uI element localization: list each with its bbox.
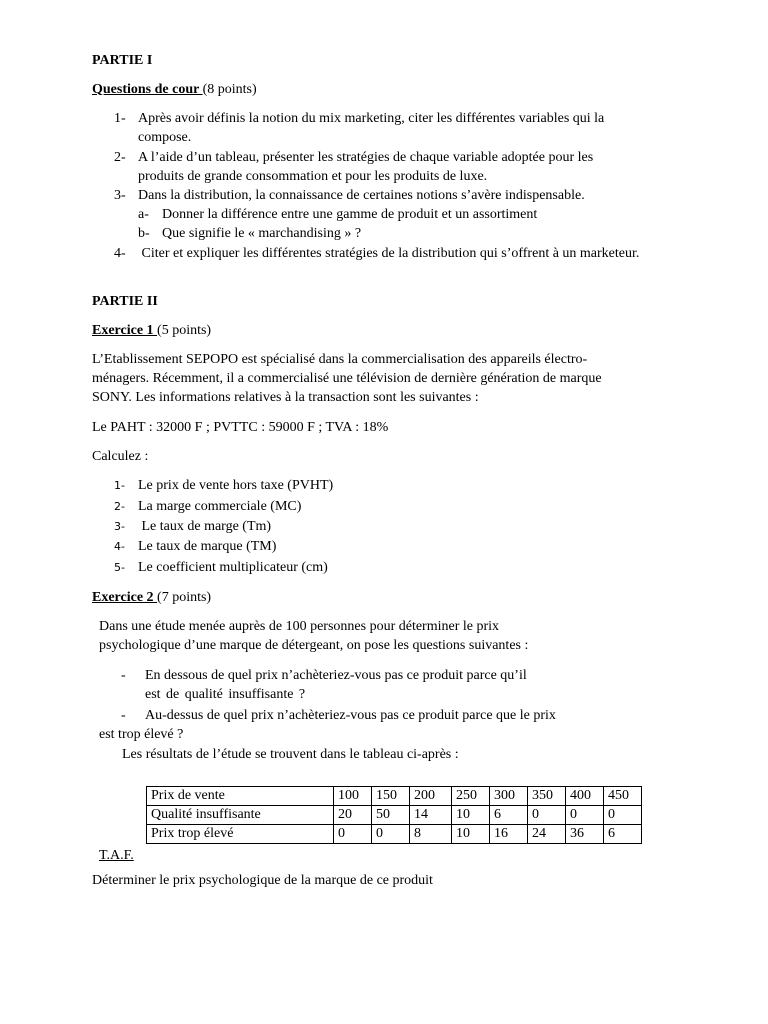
question-text: Au-dessus de quel prix n’achèteriez-vous pas ce produit parce que le prix bbox=[145, 708, 556, 723]
taf-instruction: Déterminer le prix psychologique de la marque de ce produit bbox=[92, 873, 433, 888]
question-dash: - bbox=[121, 708, 126, 723]
item-text: Citer et expliquer les différentes stratégies de la distribution qui s’offrent à un marketeur. bbox=[138, 246, 640, 261]
list-item bbox=[114, 537, 276, 556]
item-number: 3- bbox=[114, 520, 125, 533]
table-cell: 14 bbox=[410, 806, 452, 825]
table-cell: 10 bbox=[452, 825, 490, 844]
item-text: Dans la distribution, la connaissance de certaines notions s’avère indispensable. bbox=[138, 188, 585, 203]
item-number: 2- bbox=[114, 150, 126, 165]
questions-heading-line bbox=[92, 80, 257, 99]
list-item bbox=[114, 148, 694, 167]
list-item bbox=[114, 476, 333, 495]
table-cell: 400 bbox=[566, 787, 604, 806]
table-cell: 0 bbox=[566, 806, 604, 825]
table-cell: 150 bbox=[372, 787, 410, 806]
item-text: Le taux de marque (TM) bbox=[138, 539, 277, 554]
table-row bbox=[147, 787, 642, 806]
sub-item bbox=[138, 205, 537, 224]
table-cell: 0 bbox=[528, 806, 566, 825]
list-item bbox=[114, 558, 328, 577]
table-cell: 100 bbox=[334, 787, 372, 806]
item-text: Le taux de marge (Tm) bbox=[138, 519, 272, 534]
item-number: 4- bbox=[114, 540, 125, 553]
table-cell: 16 bbox=[490, 825, 528, 844]
exercice-2-heading: Exercice 2 bbox=[92, 590, 158, 605]
item-text: Après avoir définis la notion du mix marketing, citer les différentes variables qui la bbox=[138, 111, 605, 126]
exercice-2-points: (7 points) bbox=[157, 590, 212, 605]
table-cell: 0 bbox=[372, 825, 410, 844]
item-text-cont: compose. bbox=[138, 130, 192, 145]
exercice-1-points: (5 points) bbox=[157, 323, 212, 338]
row-label: Prix de vente bbox=[147, 787, 334, 806]
list-item bbox=[114, 244, 639, 263]
table-cell: 24 bbox=[528, 825, 566, 844]
table-cell: 350 bbox=[528, 787, 566, 806]
table-cell: 10 bbox=[452, 806, 490, 825]
table-cell: 450 bbox=[604, 787, 642, 806]
row-label: Qualité insuffisante bbox=[147, 806, 334, 825]
item-number: 5- bbox=[114, 561, 125, 574]
item-number: 1- bbox=[114, 479, 125, 492]
sub-item bbox=[138, 224, 361, 243]
table-row bbox=[147, 806, 642, 825]
exercice-1-data: Le PAHT : 32000 F ; PVTTC : 59000 F ; TVA : 18% bbox=[92, 420, 389, 435]
exercice-1-heading-line bbox=[92, 321, 211, 340]
table-cell: 300 bbox=[490, 787, 528, 806]
item-text: Le coefficient multiplicateur (cm) bbox=[138, 560, 328, 575]
item-text: A l’aide d’un tableau, présenter les stratégies de chaque variable adoptée pour les bbox=[138, 150, 594, 165]
partie-1-title: PARTIE I bbox=[92, 53, 153, 68]
table-cell: 8 bbox=[410, 825, 452, 844]
list-item bbox=[114, 517, 271, 536]
table-cell: 6 bbox=[604, 825, 642, 844]
taf-label: T.A.F. bbox=[99, 848, 134, 863]
item-number: 4- bbox=[114, 246, 126, 261]
table-cell: 0 bbox=[334, 825, 372, 844]
table-cell: 0 bbox=[604, 806, 642, 825]
questions-heading: Questions de cour bbox=[92, 82, 203, 97]
partie-2-title: PARTIE II bbox=[92, 294, 158, 309]
list-item bbox=[114, 109, 694, 128]
results-intro: Les résultats de l’étude se trouvent dans le tableau ci-après : bbox=[122, 747, 459, 762]
item-text-cont: produits de grande consommation et pour les produits de luxe. bbox=[138, 169, 488, 184]
table-cell: 36 bbox=[566, 825, 604, 844]
exercice-2-heading-line bbox=[92, 588, 211, 607]
item-number: 2- bbox=[114, 500, 125, 513]
question-dash: - bbox=[121, 668, 126, 683]
question-text: En dessous de quel prix n’achèteriez-vous pas ce produit parce qu’il bbox=[145, 668, 527, 683]
questions-points: (8 points) bbox=[202, 82, 257, 97]
exercice-1-paragraph-line: L’Etablissement SEPOPO est spécialisé dans la commercialisation des appareils électro- bbox=[92, 352, 588, 367]
item-text: La marge commerciale (MC) bbox=[138, 499, 302, 514]
exercice-1-heading: Exercice 1 bbox=[92, 323, 158, 338]
sub-item-letter: a- bbox=[138, 207, 149, 222]
table-cell: 250 bbox=[452, 787, 490, 806]
table-cell: 6 bbox=[490, 806, 528, 825]
list-item bbox=[114, 497, 301, 516]
item-text: Le prix de vente hors taxe (PVHT) bbox=[138, 478, 334, 493]
list-item bbox=[114, 186, 585, 205]
item-number: 3- bbox=[114, 188, 126, 203]
table-cell: 50 bbox=[372, 806, 410, 825]
table-row bbox=[147, 825, 642, 844]
exercice-1-paragraph-line: ménagers. Récemment, il a commercialisé une télévision de dernière génération de marque bbox=[92, 371, 602, 386]
exercice-1-calc: Calculez : bbox=[92, 449, 149, 464]
table-cell: 200 bbox=[410, 787, 452, 806]
question-text-cont: est trop élevé ? bbox=[99, 727, 184, 742]
row-label: Prix trop élevé bbox=[147, 825, 334, 844]
exercice-2-intro-line: psychologique d’une marque de détergeant, on pose les questions suivantes : bbox=[99, 638, 529, 653]
results-table bbox=[146, 786, 642, 844]
question-text-cont: est de qualité insuffisante ? bbox=[145, 687, 306, 702]
exercice-2-intro-line: Dans une étude menée auprès de 100 personnes pour déterminer le prix bbox=[99, 619, 500, 634]
exercice-1-paragraph-line: SONY. Les informations relatives à la transaction sont les suivantes : bbox=[92, 390, 479, 405]
sub-item-text: Que signifie le « marchandising » ? bbox=[162, 226, 362, 241]
item-number: 1- bbox=[114, 111, 126, 126]
sub-item-letter: b- bbox=[138, 226, 150, 241]
table-cell: 20 bbox=[334, 806, 372, 825]
sub-item-text: Donner la différence entre une gamme de produit et un assortiment bbox=[162, 207, 538, 222]
